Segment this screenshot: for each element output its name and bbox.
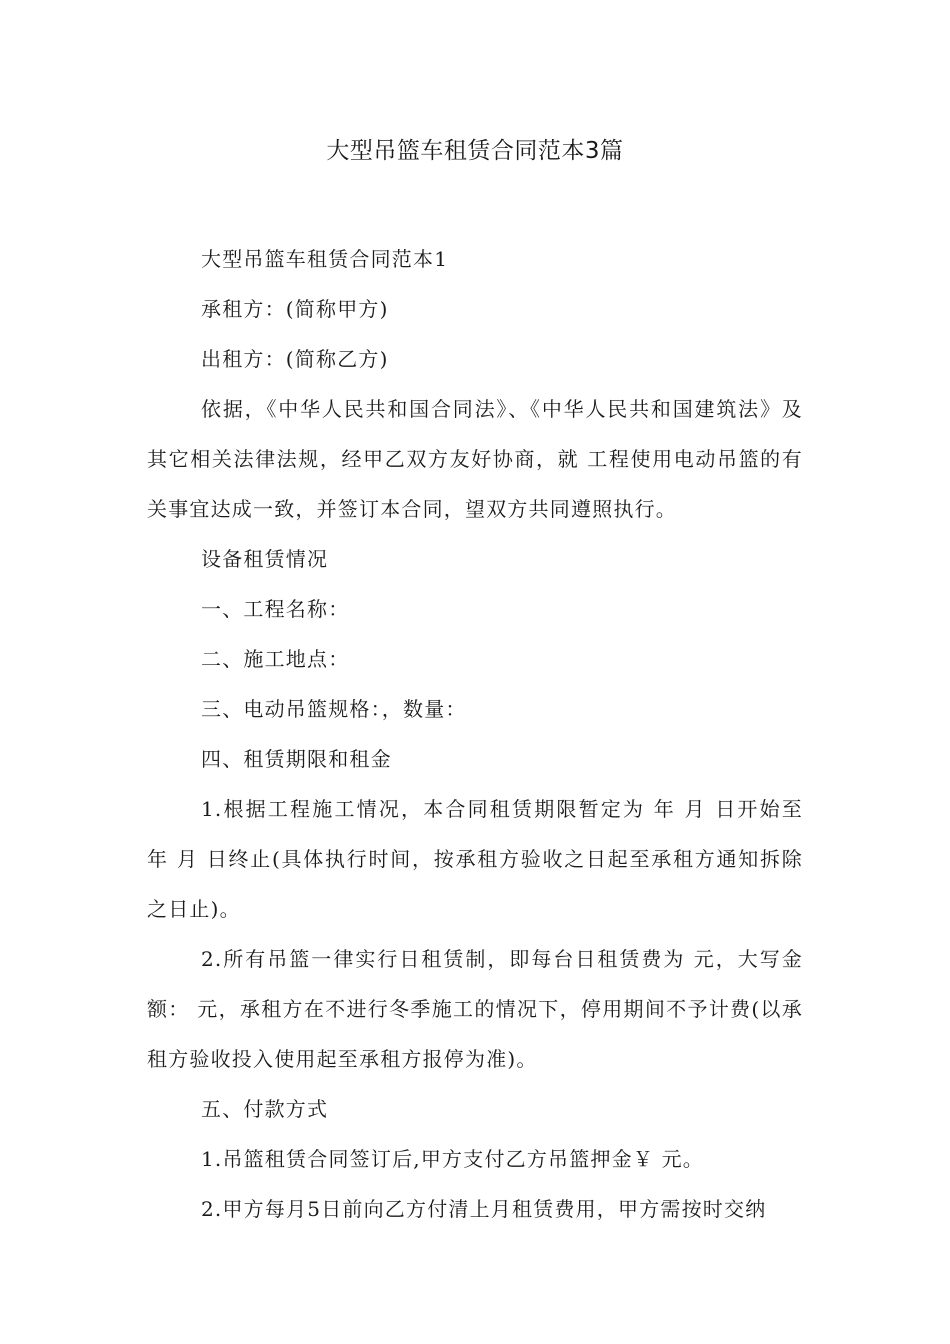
paragraph-payment-heading: 五、付款方式	[201, 1097, 329, 1121]
document-body	[147, 234, 803, 1234]
paragraph-term-heading: 四、租赁期限和租金	[201, 747, 392, 771]
paragraph-subtitle: 大型吊篮车租赁合同范本1	[201, 247, 449, 271]
paragraph-term-2: 2.所有吊篮一律实行日租赁制，即每台日租赁费为 元，大写金额： 元，承租方在不进行冬季施工的情况下，停用期间不予计费(以承租方验收投入使用起至承租方报停为准)。	[147, 947, 803, 1071]
paragraph-spec: 三、电动吊篮规格：，数量：	[201, 697, 467, 721]
paragraph-site: 二、施工地点：	[201, 647, 350, 671]
paragraph-project-name: 一、工程名称：	[201, 597, 350, 621]
paragraph-lessee: 承租方：(简称甲方)	[201, 297, 389, 321]
paragraph-lessor: 出租方：(简称乙方)	[201, 347, 389, 371]
paragraph-payment-1: 1.吊篮租赁合同签订后,甲方支付乙方吊篮押金￥ 元。	[201, 1147, 704, 1171]
paragraph-basis: 依据，《中华人民共和国合同法》、《中华人民共和国建筑法》及其它相关法律法规，经甲乙双方友好协商，就 工程使用电动吊篮的有关事宜达成一致，并签订本合同，望双方共同遵照执行。	[147, 397, 803, 521]
document-title: 大型吊篮车租赁合同范本3篇	[326, 138, 624, 164]
paragraph-term-1: 1.根据工程施工情况，本合同租赁期限暂定为 年 月 日开始至 年 月 日终止(具体执行时间，按承租方验收之日起至承租方通知拆除之日止)。	[147, 797, 803, 921]
paragraph-equipment-heading: 设备租赁情况	[201, 547, 329, 571]
paragraph-payment-2: 2.甲方每月5日前向乙方付清上月租赁费用，甲方需按时交纳	[201, 1197, 767, 1221]
